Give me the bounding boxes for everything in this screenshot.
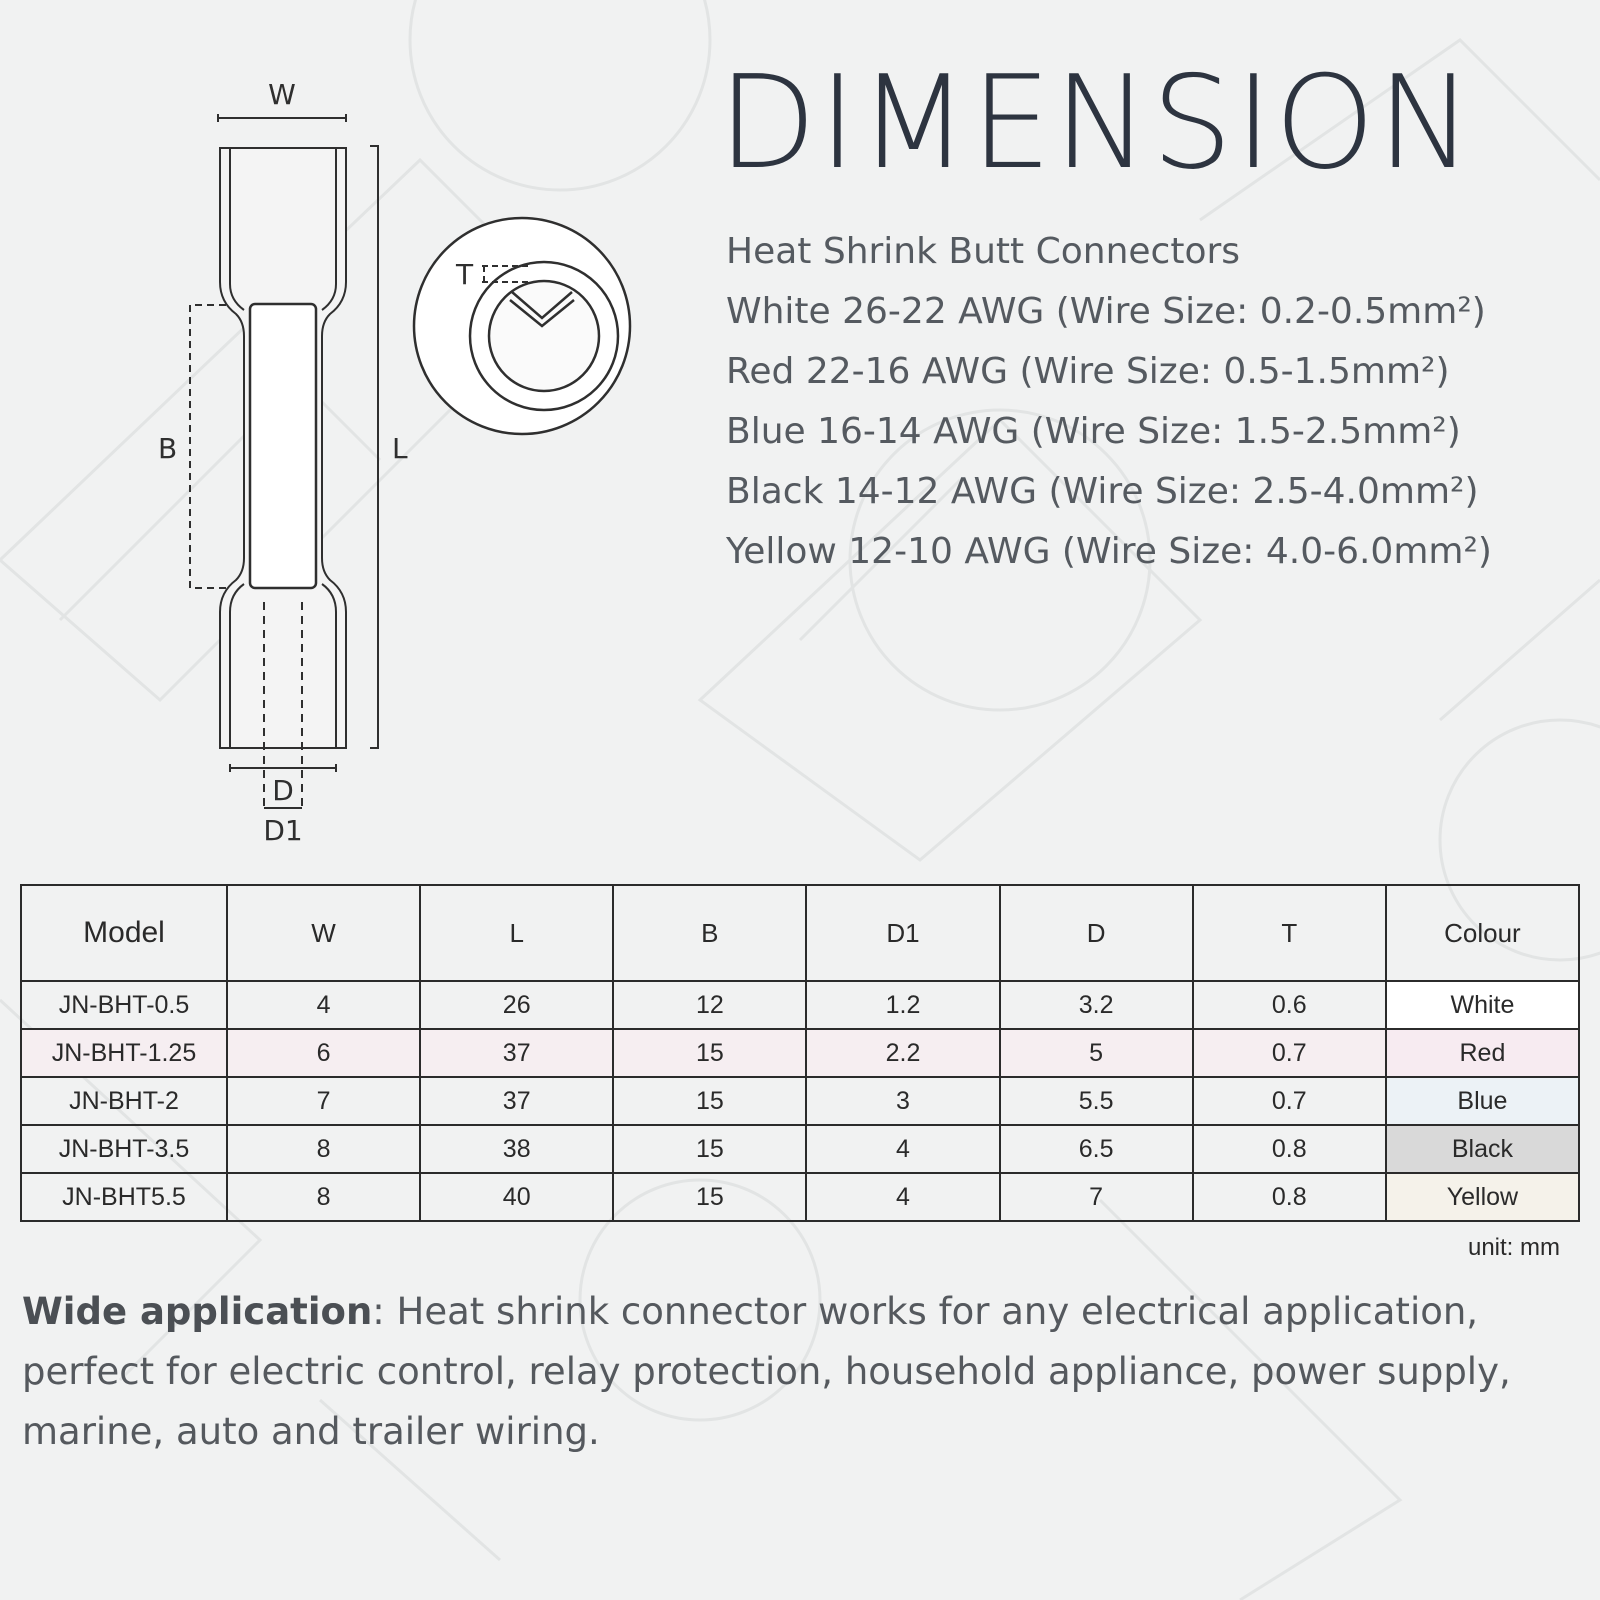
cell-model: JN-BHT-3.5 (21, 1125, 227, 1173)
cell-t: 0.6 (1193, 981, 1386, 1029)
cell-b: 15 (613, 1125, 806, 1173)
cell-d1: 2.2 (806, 1029, 999, 1077)
table-row (21, 1125, 1579, 1173)
dimension-table (20, 884, 1580, 1222)
spec-list (726, 222, 1492, 582)
cell-t: 0.7 (1193, 1077, 1386, 1125)
table-row (21, 1173, 1579, 1221)
page-title: DIMENSION (718, 49, 1475, 198)
cell-w: 8 (227, 1173, 420, 1221)
barrel-dimension (190, 305, 250, 588)
cell-d1: 4 (806, 1125, 999, 1173)
application-text: : Heat shrink connector works for any electrical application, perfect for electric control, relay protection, household appliance, power supply, marine, auto and trailer wiring. (22, 1290, 1511, 1453)
dim-label-d: D (272, 774, 294, 807)
header-b: B (613, 885, 806, 981)
cell-colour: Yellow (1386, 1173, 1579, 1221)
cell-b: 15 (613, 1077, 806, 1125)
cell-w: 4 (227, 981, 420, 1029)
dim-label-b: B (158, 432, 178, 465)
cell-l: 38 (420, 1125, 613, 1173)
dim-label-w: W (268, 78, 296, 111)
header-d: D (1000, 885, 1193, 981)
cell-b: 15 (613, 1029, 806, 1077)
cell-d: 3.2 (1000, 981, 1193, 1029)
cell-d: 5.5 (1000, 1077, 1193, 1125)
cell-l: 37 (420, 1029, 613, 1077)
cell-colour: Black (1386, 1125, 1579, 1173)
spec-line-yellow: Yellow 12-10 AWG (Wire Size: 4.0-6.0mm²) (726, 531, 1492, 572)
table-header-row (21, 885, 1579, 981)
cell-model: JN-BHT5.5 (21, 1173, 227, 1221)
table-row (21, 981, 1579, 1029)
header-model: Model (21, 885, 227, 981)
cell-w: 6 (227, 1029, 420, 1077)
cell-l: 37 (420, 1077, 613, 1125)
spec-line-white: White 26-22 AWG (Wire Size: 0.2-0.5mm²) (726, 291, 1486, 332)
cell-b: 15 (613, 1173, 806, 1221)
header-colour: Colour (1386, 885, 1579, 981)
cell-t: 0.8 (1193, 1125, 1386, 1173)
cell-w: 7 (227, 1077, 420, 1125)
unit-note: unit: mm (1467, 1234, 1560, 1261)
application-paragraph (22, 1282, 1582, 1462)
cell-d: 5 (1000, 1029, 1193, 1077)
cell-t: 0.8 (1193, 1173, 1386, 1221)
spec-line-black: Black 14-12 AWG (Wire Size: 2.5-4.0mm²) (726, 471, 1479, 512)
header-t: T (1193, 885, 1386, 981)
header-w: W (227, 885, 420, 981)
cell-t: 0.7 (1193, 1029, 1386, 1077)
cell-model: JN-BHT-1.25 (21, 1029, 227, 1077)
cell-colour: Red (1386, 1029, 1579, 1077)
dim-label-t: T (456, 258, 474, 291)
cell-model: JN-BHT-2 (21, 1077, 227, 1125)
dim-label-l: L (392, 432, 408, 465)
cell-d: 6.5 (1000, 1125, 1193, 1173)
cell-d1: 1.2 (806, 981, 999, 1029)
cell-d1: 3 (806, 1077, 999, 1125)
table-row (21, 1077, 1579, 1125)
cell-b: 12 (613, 981, 806, 1029)
spec-line-product: Heat Shrink Butt Connectors (726, 231, 1241, 272)
spec-line-red: Red 22-16 AWG (Wire Size: 0.5-1.5mm²) (726, 351, 1450, 392)
cell-l: 26 (420, 981, 613, 1029)
length-dimension (370, 146, 378, 748)
connector-dimension-drawing (0, 0, 700, 860)
width-dimension (218, 114, 346, 122)
metal-barrel (250, 304, 316, 588)
application-lead: Wide application (22, 1290, 373, 1333)
cell-l: 40 (420, 1173, 613, 1221)
dim-label-d1: D1 (263, 814, 303, 847)
cell-w: 8 (227, 1125, 420, 1173)
connector-end-view (414, 218, 630, 434)
cell-d: 7 (1000, 1173, 1193, 1221)
header-l: L (420, 885, 613, 981)
cell-colour: Blue (1386, 1077, 1579, 1125)
spec-line-blue: Blue 16-14 AWG (Wire Size: 1.5-2.5mm²) (726, 411, 1461, 452)
cell-model: JN-BHT-0.5 (21, 981, 227, 1029)
table-row (21, 1029, 1579, 1077)
cell-colour: White (1386, 981, 1579, 1029)
cell-d1: 4 (806, 1173, 999, 1221)
header-d1: D1 (806, 885, 999, 981)
